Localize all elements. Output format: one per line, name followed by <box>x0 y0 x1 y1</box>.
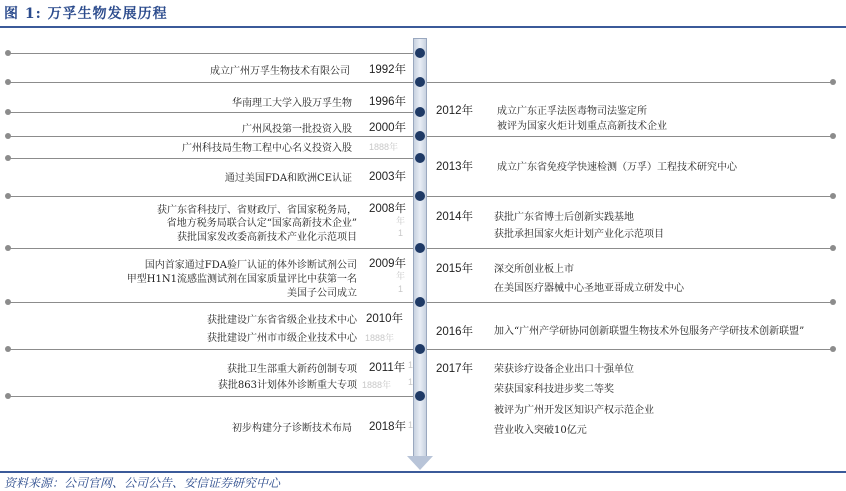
event-text: 获批国家发改委高新技术产业化示范项目 <box>177 232 357 243</box>
connector-line <box>427 248 833 249</box>
connector-line <box>8 82 413 83</box>
event-text: 荣获国家科技进步奖二等奖 <box>494 384 614 395</box>
ghost-year: 1888年 <box>365 333 395 343</box>
event-text: 广州风投第一批投资入股 <box>242 124 352 135</box>
ghost-year: 年 <box>396 271 406 281</box>
connector-dot <box>830 79 836 85</box>
title-divider <box>0 26 846 28</box>
axis-dot <box>415 131 425 141</box>
event-text: 成立广州万孚生物技术有限公司 <box>210 66 350 77</box>
event-year: 2017年 <box>436 363 474 375</box>
event-year: 2013年 <box>436 161 474 173</box>
event-year: 1996年 <box>369 96 407 108</box>
event-text: 获批广东省博士后创新实践基地 <box>494 212 634 223</box>
connector-dot <box>5 245 11 251</box>
event-year: 2009年 <box>369 258 407 270</box>
event-year: 1992年 <box>369 64 407 76</box>
event-year: 2011年 <box>369 362 406 374</box>
connector-line <box>427 196 833 197</box>
figure-title: 图 1: 万孚生物发展历程 <box>4 6 168 22</box>
connector-line <box>8 349 413 350</box>
axis-dot <box>415 391 425 401</box>
connector-dot <box>5 79 11 85</box>
connector-dot <box>830 346 836 352</box>
event-text: 获批建设广东省省级企业技术中心 <box>207 315 357 326</box>
connector-line <box>427 82 833 83</box>
event-text: 成立广东省免疫学快速检测（万孚）工程技术研究中心 <box>497 162 737 173</box>
event-text: 获批卫生部重大新药创制专项 <box>227 364 357 375</box>
event-text: 在美国医疗器械中心圣地亚哥成立研发中心 <box>494 283 684 294</box>
ghost-year: 1888年 <box>369 142 399 152</box>
connector-dot <box>830 193 836 199</box>
event-text: 获批承担国家火炬计划产业化示范项目 <box>494 229 664 240</box>
connector-dot <box>830 133 836 139</box>
event-year: 2015年 <box>436 263 474 275</box>
connector-line <box>8 112 413 113</box>
ghost-year: 1 <box>408 420 414 430</box>
connector-dot <box>5 299 11 305</box>
ghost-year: 1888年 <box>362 380 392 390</box>
event-year: 2016年 <box>436 326 474 338</box>
event-text: 营业收入突破10亿元 <box>494 425 587 436</box>
event-text: 获广东省科技厅、省财政厅、省国家税务局， <box>157 205 357 216</box>
connector-dot <box>5 155 11 161</box>
connector-dot <box>5 346 11 352</box>
source-note: 资料来源：公司官网、公司公告、安信证券研究中心 <box>4 476 281 490</box>
ghost-year: 年 <box>396 216 406 226</box>
ghost-year: 1 <box>398 284 404 294</box>
connector-dot <box>5 50 11 56</box>
event-text: 加入“广州产学研协同创新联盟生物技术外包服务产学研技术创新联盟” <box>494 326 805 337</box>
connector-dot <box>5 109 11 115</box>
axis-dot <box>415 297 425 307</box>
event-year: 2003年 <box>369 171 407 183</box>
event-text: 荣获诊疗设备企业出口十强单位 <box>494 364 634 375</box>
footer-divider <box>0 471 846 473</box>
event-year: 2012年 <box>436 105 474 117</box>
timeline-arrow-icon <box>407 456 433 470</box>
axis-dot <box>415 153 425 163</box>
axis-dot <box>415 243 425 253</box>
axis-dot <box>415 344 425 354</box>
event-year: 2010年 <box>366 313 404 325</box>
connector-line <box>8 248 413 249</box>
ghost-year: 1 <box>408 377 414 387</box>
ghost-year: 1 <box>398 228 404 238</box>
event-year: 2008年 <box>369 203 407 215</box>
event-text: 华南理工大学入股万孚生物 <box>232 98 352 109</box>
connector-line <box>8 158 413 159</box>
event-text: 深交所创业板上市 <box>494 264 574 275</box>
event-text: 被评为广州开发区知识产权示范企业 <box>494 405 654 416</box>
connector-line <box>8 302 413 303</box>
connector-dot <box>830 245 836 251</box>
axis-dot <box>415 48 425 58</box>
connector-line <box>8 136 413 137</box>
event-text: 美国子公司成立 <box>287 288 357 299</box>
event-text: 获批建设广州市市级企业技术中心 <box>207 333 357 344</box>
event-text: 获批863计划体外诊断重大专项 <box>217 380 357 391</box>
event-text: 通过美国FDA和欧洲CE认证 <box>224 173 352 184</box>
event-text: 成立广东正孚法医毒物司法鉴定所 <box>497 106 647 117</box>
connector-line <box>427 302 833 303</box>
ghost-year: 1 <box>408 360 414 370</box>
connector-line <box>8 53 413 54</box>
connector-line <box>427 136 833 137</box>
axis-dot <box>415 77 425 87</box>
connector-dot <box>5 133 11 139</box>
connector-line <box>427 349 833 350</box>
event-text: 国内首家通过FDA验厂认证的体外诊断试剂公司 <box>144 260 357 271</box>
connector-dot <box>830 299 836 305</box>
axis-dot <box>415 107 425 117</box>
connector-dot <box>5 193 11 199</box>
event-text: 广州科技局生物工程中心名义投资入股 <box>182 143 352 154</box>
connector-line <box>8 196 413 197</box>
event-text: 省地方税务局联合认定“国家高新技术企业” <box>166 218 357 229</box>
connector-dot <box>5 393 11 399</box>
event-text: 被评为国家火炬计划重点高新技术企业 <box>497 121 667 132</box>
event-year: 2018年 <box>369 421 407 433</box>
event-text: 甲型H1N1流感监测试剂在国家质量评比中获第一名 <box>126 274 357 285</box>
event-year: 2000年 <box>369 122 407 134</box>
event-text: 初步构建分子诊断技术布局 <box>232 423 352 434</box>
axis-dot <box>415 191 425 201</box>
event-year: 2014年 <box>436 211 474 223</box>
connector-line <box>8 396 413 397</box>
